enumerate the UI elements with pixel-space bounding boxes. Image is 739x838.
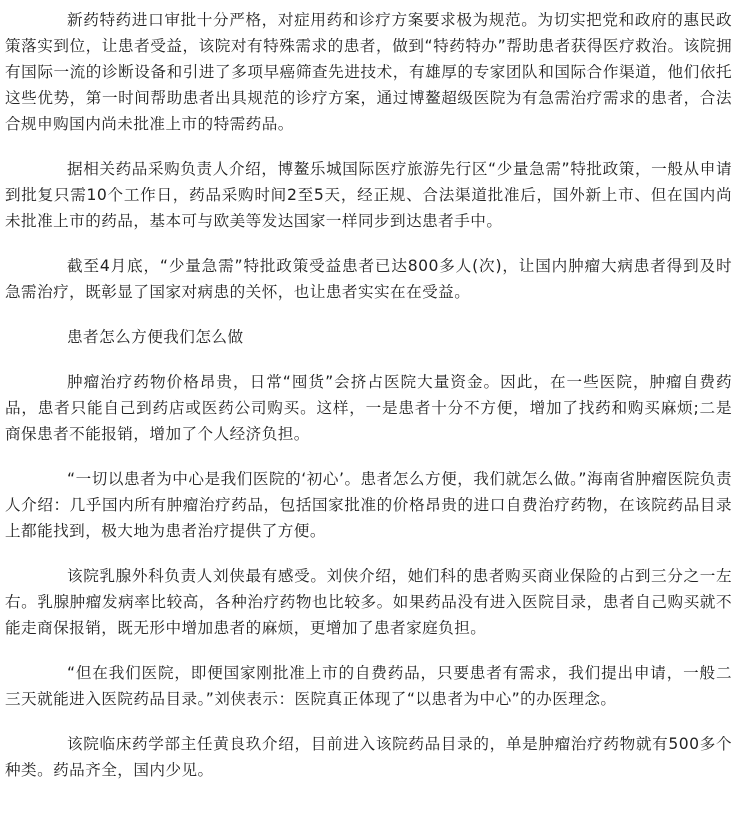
paragraph-pharmacy-catalog: 该院临床药学部主任黄良玖介绍，目前进入该院药品目录的，单是肿瘤治疗药物就有500多个种类。药品齐全，国内少见。 [5, 735, 732, 779]
paragraph-procurement-policy: 据相关药品采购负责人介绍，博鳌乐城国际医疗旅游先行区“少量急需”特批政策，一般从申请到批复只需10个工作日，药品采购时间2至5天，经正规、合法渠道批准后，国外新上市、但在国内尚未批准上市的药品，基本可与欧美等发达国家一样同步到达患者手中。 [5, 160, 732, 230]
paragraph-patient-centered: “一切以患者为中心是我们医院的‘初心’。患者怎么方便，我们就怎么做。”海南省肿瘤医院负责人介绍：几乎国内所有肿瘤治疗药品，包括国家批准的价格昂贵的进口自费治疗药物，在该院药品目录上都能找到，极大地为患者治疗提供了方便。 [5, 470, 732, 540]
paragraph-drug-cost: 肿瘤治疗药物价格昂贵，日常“囤货”会挤占医院大量资金。因此，在一些医院，肿瘤自费药品，患者只能自己到药店或医药公司购买。这样，一是患者十分不方便，增加了找药和购买麻烦;二是商保患者不能报销，增加了个人经济负担。 [5, 373, 732, 443]
section-subheading: 患者怎么方便我们怎么做 [67, 328, 244, 346]
article-body [5, 0, 732, 802]
paragraph-breast-surgery: 该院乳腺外科负责人刘侠最有感受。刘侠介绍，她们科的患者购买商业保险的占到三分之一左右。乳腺肿瘤发病率比较高，各种治疗药物也比较多。如果药品没有进入医院目录，患者自己购买就不能走商保报销，既无形中增加患者的麻烦，更增加了患者家庭负担。 [5, 567, 732, 637]
paragraph-quick-listing: “但在我们医院，即便国家刚批准上市的自费药品，只要患者有需求，我们提出申请，一般二三天就能进入医院药品目录。”刘侠表示：医院真正体现了“以患者为中心”的办医理念。 [5, 664, 732, 708]
paragraph-special-drug-approval: 新药特药进口审批十分严格，对症用药和诊疗方案要求极为规范。为切实把党和政府的惠民政策落实到位，让患者受益，该院对有特殊需求的患者，做到“特药特办”帮助患者获得医疗救治。该院拥有国际一流的诊断设备和引进了多项早癌筛查先进技术，有雄厚的专家团队和国际合作渠道，他们依托这些优势，第一时间帮助患者出具规范的诊疗方案，通过博鳌超级医院为有急需治疗需求的患者，合法合规申购国内尚未批准上市的特需药品。 [5, 11, 732, 133]
paragraph-beneficiaries: 截至4月底，“少量急需”特批政策受益患者已达800多人(次)，让国内肿瘤大病患者得到及时急需治疗，既彰显了国家对病患的关怀，也让患者实实在在受益。 [5, 257, 732, 301]
